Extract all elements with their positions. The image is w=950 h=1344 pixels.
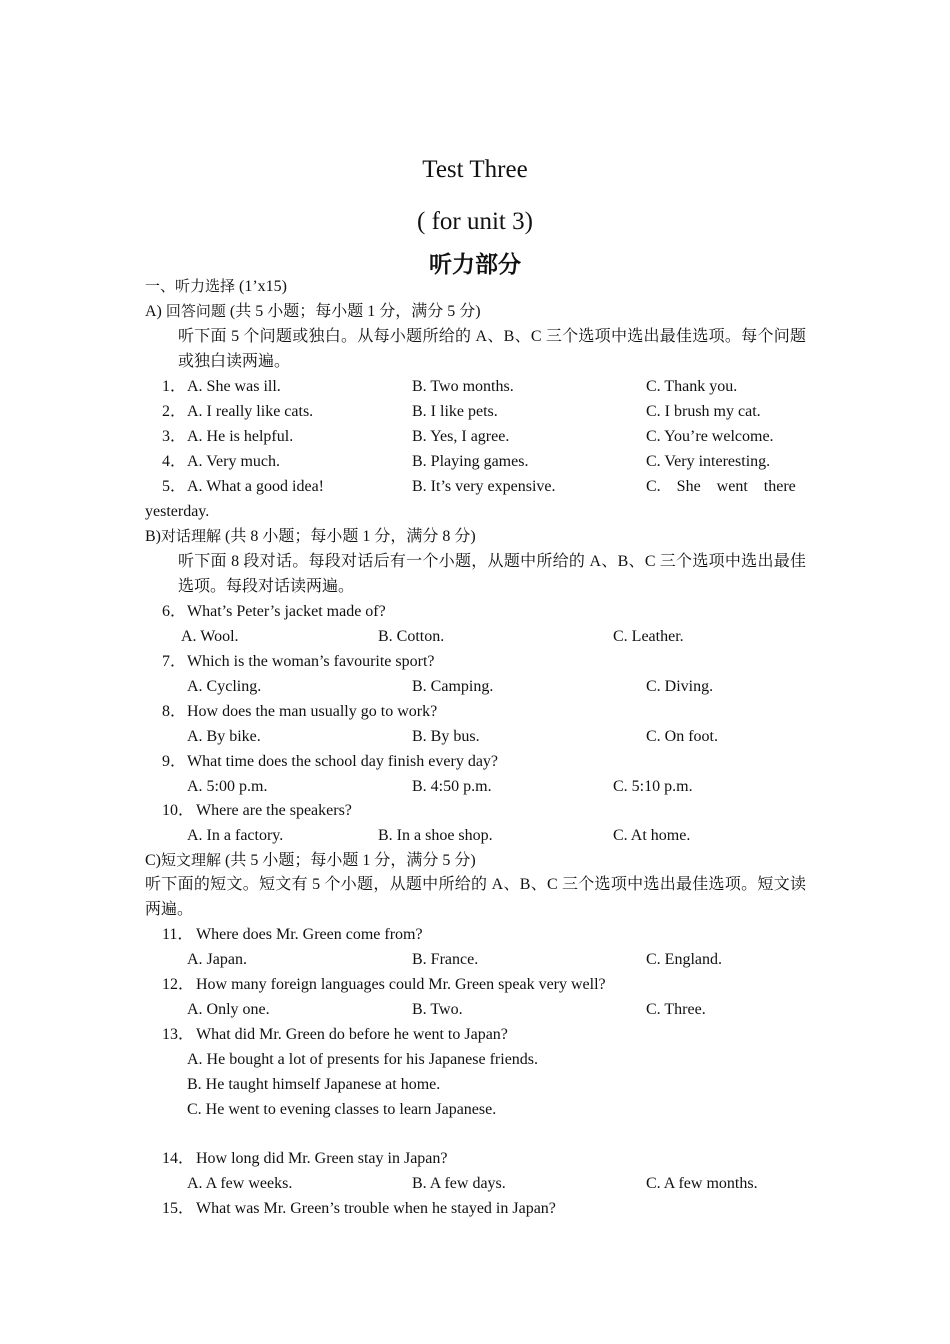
option-a: A. Wool.: [181, 628, 239, 645]
section-heading: [145, 274, 287, 299]
option-b: B. In a shoe shop.: [378, 827, 493, 844]
option-a: A. I really like cats.: [187, 403, 314, 420]
section-label: 一、听力选择: [145, 277, 236, 295]
options-8: [0, 724, 950, 749]
options-10: [0, 823, 950, 848]
question-7: [0, 649, 950, 674]
option-b: B. A few days.: [412, 1175, 506, 1192]
part-c-instructions: 听下面的短文。短文有 5 个小题，从题中所给的 A、B、C 三个选项中选出最佳选项。短文读两遍。: [145, 876, 806, 918]
option-a: A. She was ill.: [187, 378, 281, 395]
section-score: (1’x15): [235, 278, 287, 295]
question-number: 12．: [162, 976, 195, 993]
question-11: [0, 922, 950, 947]
question-9: [0, 749, 950, 774]
question-10: [0, 798, 950, 823]
question-text: What was Mr. Green’s trouble when he stayed in Japan?: [196, 1200, 556, 1217]
question-number: 10．: [162, 802, 195, 819]
option-c: C. England.: [646, 951, 722, 968]
question-text: How does the man usually go to work?: [187, 703, 438, 720]
question-row-4: [0, 449, 950, 474]
option-c: C. He went to evening classes to learn Japanese.: [187, 1101, 497, 1118]
question-number: 11．: [162, 926, 194, 943]
part-b-instructions: 听下面 8 段对话。每段对话后有一个小题，从题中所给的 A、B、C 三个选项中选出最佳选项。每段对话读两遍。: [178, 553, 806, 595]
question-row-3: [0, 424, 950, 449]
part-c-prefix: C): [145, 852, 161, 869]
option-c: C. On foot.: [646, 728, 718, 745]
part-b-label: 对话理解: [161, 527, 222, 545]
option-a: A. In a factory.: [187, 827, 284, 844]
part-a-prefix: A): [145, 303, 166, 320]
page-subtitle: ( for unit 3): [417, 208, 533, 235]
question-row-5: [0, 474, 950, 499]
option-b: B. I like pets.: [412, 403, 498, 420]
part-c-heading: [145, 848, 476, 873]
question-text: What’s Peter’s jacket made of?: [187, 603, 386, 620]
question-13: [0, 1022, 950, 1047]
option-b: B. 4:50 p.m.: [412, 778, 492, 795]
part-b-prefix: B): [145, 528, 161, 545]
question-text: Where are the speakers?: [196, 802, 352, 819]
question-text: What did Mr. Green do before he went to Japan?: [196, 1026, 508, 1043]
question-6: [0, 599, 950, 624]
question-number: 7．: [162, 653, 187, 670]
option-c: C. A few months.: [646, 1175, 758, 1192]
question-text: What time does the school day finish every day?: [187, 753, 499, 770]
option-a: A. He is helpful.: [187, 428, 294, 445]
option-b: B. He taught himself Japanese at home.: [187, 1076, 441, 1093]
question-text: Which is the woman’s favourite sport?: [187, 653, 435, 670]
option-c: C. Thank you.: [646, 378, 738, 395]
option-b: B. Camping.: [412, 678, 494, 695]
question-number: 1．: [162, 378, 187, 395]
question-text: How many foreign languages could Mr. Green speak very well?: [196, 976, 606, 993]
question-number: 15．: [162, 1200, 195, 1217]
question-number: 4．: [162, 453, 187, 470]
option-b: B. Cotton.: [378, 628, 445, 645]
option-b: B. Two months.: [412, 378, 514, 395]
option-c: C. I brush my cat.: [646, 403, 761, 420]
option-a: A. What a good idea!: [187, 478, 324, 495]
part-b-heading: [145, 524, 476, 549]
option-a: A. Very much.: [187, 453, 281, 470]
option-a: A. He bought a lot of presents for his Japanese friends.: [187, 1051, 539, 1068]
part-title: 听力部分: [429, 252, 521, 278]
options-9: [0, 774, 950, 799]
question-row-2: [0, 399, 950, 424]
part-a-instructions: 听下面 5 个问题或独白。从每小题所给的 A、B、C 三个选项中选出最佳选项。每个问题或独白读两遍。: [178, 328, 806, 370]
option-a: A. Japan.: [187, 951, 247, 968]
question-15: [0, 1196, 950, 1221]
option-c: C. Three.: [646, 1001, 706, 1018]
part-c-label: 短文理解: [161, 851, 222, 869]
part-b-note: (共 8 小题；每小题 1 分，满分 8 分): [221, 528, 476, 545]
option-b: B. It’s very expensive.: [412, 478, 556, 495]
question-number: 5．: [162, 478, 187, 495]
question-text: How long did Mr. Green stay in Japan?: [196, 1150, 448, 1167]
part-a-heading: [145, 299, 481, 324]
question-number: 13．: [162, 1026, 195, 1043]
option-c: C. Diving.: [646, 678, 714, 695]
question-14: [0, 1146, 950, 1171]
option-a: A. By bike.: [187, 728, 261, 745]
question-number: 6．: [162, 603, 187, 620]
question-12: [0, 972, 950, 997]
option-c: C. 5:10 p.m.: [613, 778, 693, 795]
option-b: B. Two.: [412, 1001, 463, 1018]
option-c-continuation: yesterday.: [145, 503, 210, 520]
question-number: 3．: [162, 428, 187, 445]
part-c-note: (共 5 小题；每小题 1 分，满分 5 分): [221, 852, 476, 869]
option-b: B. By bus.: [412, 728, 480, 745]
part-a-label: 回答问题: [165, 302, 226, 320]
option-c: C. Leather.: [613, 628, 684, 645]
option-c: C. At home.: [613, 827, 691, 844]
option-b: B. Yes, I agree.: [412, 428, 510, 445]
option-a: A. 5:00 p.m.: [187, 778, 268, 795]
option-b: B. France.: [412, 951, 479, 968]
options-7: [0, 674, 950, 699]
option-c: C. She went there: [646, 478, 796, 495]
option-c: C. You’re welcome.: [646, 428, 774, 445]
question-number: 9．: [162, 753, 187, 770]
option-a: A. A few weeks.: [187, 1175, 293, 1192]
option-c: C. Very interesting.: [646, 453, 771, 470]
question-text: Where does Mr. Green come from?: [196, 926, 423, 943]
option-a: A. Cycling.: [187, 678, 262, 695]
option-b: B. Playing games.: [412, 453, 529, 470]
options-6: [0, 624, 950, 649]
options-12: [0, 997, 950, 1022]
page-title: Test Three: [422, 156, 528, 183]
question-number: 8．: [162, 703, 187, 720]
options-11: [0, 947, 950, 972]
question-8: [0, 699, 950, 724]
question-number: 14．: [162, 1150, 195, 1167]
question-row-1: [0, 374, 950, 399]
options-14: [0, 1171, 950, 1196]
part-a-note: (共 5 小题；每小题 1 分，满分 5 分): [225, 303, 481, 320]
question-number: 2．: [162, 403, 187, 420]
option-a: A. Only one.: [187, 1001, 270, 1018]
